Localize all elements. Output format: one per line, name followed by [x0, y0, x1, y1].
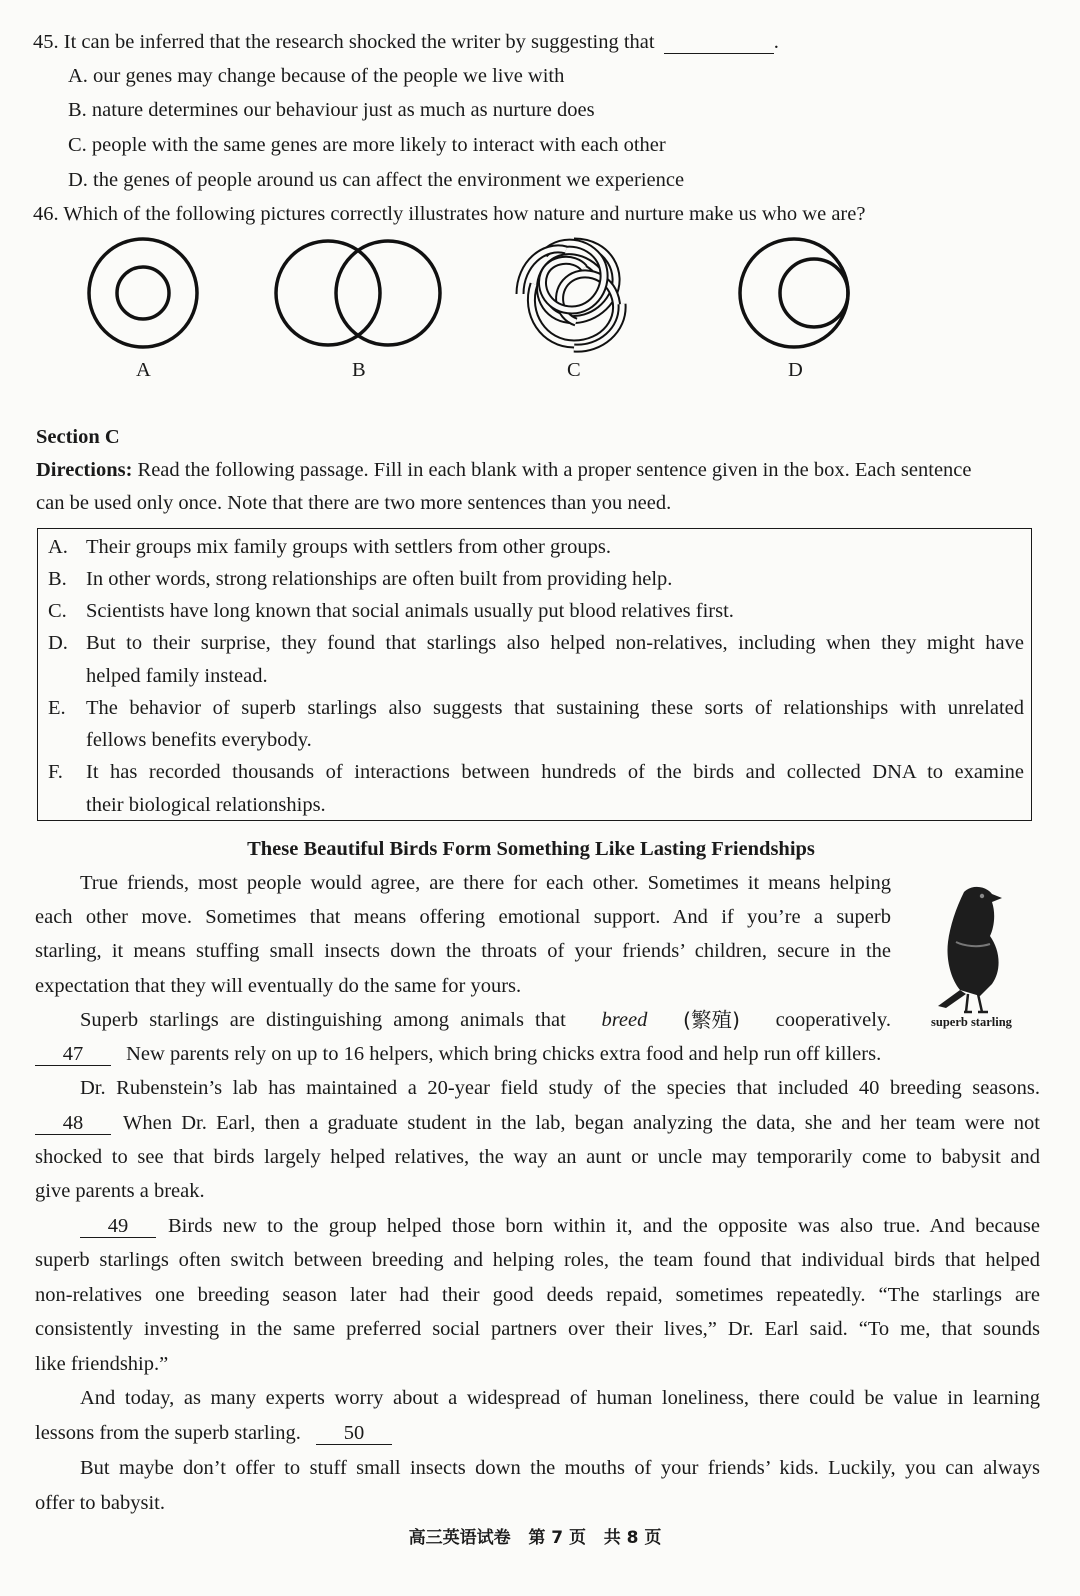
- p3-line-2: [35, 1113, 1040, 1135]
- section-c-title: Section C: [36, 426, 120, 448]
- p1-line-3: starling, it means stuffing small insects down the throats of your friends’ children, secure in the: [35, 940, 891, 962]
- p4-line-3: non-relatives one breeding season later had their good deeds repaid, sometimes repeatedly. “The starlings are: [35, 1284, 1040, 1306]
- blank-48[interactable]: 48: [35, 1113, 111, 1135]
- box-option-d-text-2: helped family instead.: [86, 665, 268, 687]
- figure-c-interwoven-knot: [514, 234, 634, 354]
- box-option-f-text-1: It has recorded thousands of interactions between hundreds of the birds and collected DNA to examine: [86, 761, 1024, 783]
- figure-a-concentric-circles: [80, 232, 206, 358]
- q45-option-d: D. the genes of people around us can affect the environment we experience: [68, 169, 685, 191]
- q45-option-c: C. people with the same genes are more likely to interact with each other: [68, 134, 666, 156]
- box-option-f-text-2: their biological relationships.: [86, 794, 326, 816]
- q45-stem: [33, 32, 779, 54]
- directions-line-2: can be used only once. Note that there are two more sentences than you need.: [36, 492, 672, 514]
- starling-caption: superb starling: [931, 1015, 1012, 1029]
- p4-line-4: consistently investing in the same preferred social partners over their lives,” Dr. Earl said. “To me, that sounds: [35, 1318, 1040, 1340]
- p2-text-b: cooperatively.: [775, 1009, 891, 1031]
- directions-label: Directions:: [36, 459, 133, 481]
- figure-d-tangent-circles: [734, 232, 858, 358]
- p5-line-2: [35, 1423, 392, 1445]
- box-option-a-letter: A.: [48, 536, 68, 558]
- figure-label-c: C: [567, 359, 581, 381]
- p6-line-1: But maybe don’t offer to stuff small insects down the mouths of your friends’ kids. Luckily, you can always: [80, 1457, 1040, 1479]
- box-option-c-letter: C.: [48, 600, 67, 622]
- starling-bird-image: [920, 878, 1020, 1016]
- p3-line-1: Dr. Rubenstein’s lab has maintained a 20-year field study of the species that included 40 breeding seasons.: [80, 1077, 1040, 1099]
- p3-line-4: give parents a break.: [35, 1180, 205, 1202]
- blank-50[interactable]: 50: [316, 1423, 392, 1445]
- p6-line-2: offer to babysit.: [35, 1492, 165, 1514]
- directions-line-1: [36, 460, 972, 481]
- figure-b-overlapping-circles: [268, 232, 448, 358]
- p2-line-1: [80, 1010, 891, 1031]
- box-option-d-letter: D.: [48, 632, 68, 654]
- directions-text-1: Read the following passage. Fill in each blank with a proper sentence given in the box. Each sentence: [132, 459, 972, 481]
- q45-stem-end: .: [773, 31, 779, 53]
- p2-chinese-gloss: (繁殖): [682, 1008, 740, 1032]
- q45-stem-text: 45. It can be inferred that the research shocked the writer by suggesting that: [33, 31, 655, 53]
- p2-text-c: New parents rely on up to 16 helpers, which bring chicks extra food and help run off killers.: [126, 1043, 882, 1065]
- p1-line-2: each other move. Sometimes that means offering emotional support. And if you’re a superb: [35, 906, 891, 928]
- box-option-b-text: In other words, strong relationships are often built from providing help.: [86, 568, 673, 590]
- p4-line-2: superb starlings often switch between breeding and helping roles, the team found that individual birds that helped: [35, 1249, 1040, 1271]
- page-footer: 高三英语试卷 第 7 页 共 8 页: [408, 1528, 662, 1548]
- p2-line-2: [35, 1044, 881, 1066]
- q46-stem: 46. Which of the following pictures correctly illustrates how nature and nurture make us who we are?: [33, 203, 866, 225]
- box-option-f-letter: F.: [48, 761, 63, 783]
- p1-line-4: expectation that they will eventually do the same for yours.: [35, 975, 522, 997]
- p4-line-5: like friendship.”: [35, 1353, 169, 1375]
- box-option-b-letter: B.: [48, 568, 67, 590]
- blank-49[interactable]: 49: [80, 1216, 156, 1238]
- passage-title: These Beautiful Birds Form Something Like Lasting Friendships: [247, 838, 815, 860]
- figure-label-b: B: [352, 359, 366, 381]
- q45-answer-blank: [664, 32, 774, 54]
- box-option-c-text: Scientists have long known that social animals usually put blood relatives first.: [86, 600, 734, 622]
- p3-text-b: When Dr. Earl, then a graduate student in the lab, began analyzing the data, she and her team were not: [123, 1112, 1040, 1134]
- figure-label-a: A: [136, 359, 151, 381]
- p5-line-1: And today, as many experts worry about a widespread of human loneliness, there could be value in learning: [80, 1387, 1040, 1409]
- q45-option-b: B. nature determines our behaviour just as much as nurture does: [68, 99, 595, 121]
- q45-option-a: A. our genes may change because of the people we live with: [68, 65, 565, 87]
- p1-line-1: True friends, most people would agree, are there for each other. Sometimes it means helping: [80, 872, 891, 894]
- blank-47[interactable]: 47: [35, 1044, 111, 1066]
- p4-line-1: [80, 1216, 1040, 1238]
- p2-breed-italic: breed: [601, 1009, 648, 1031]
- box-option-a-text: Their groups mix family groups with settlers from other groups.: [86, 536, 611, 558]
- box-option-e-text-1: The behavior of superb starlings also suggests that sustaining these sorts of relationships with unrelated: [86, 697, 1024, 719]
- figure-label-d: D: [788, 359, 803, 381]
- p4-text-a: Birds new to the group helped those born within it, and the opposite was also true. And because: [168, 1215, 1040, 1237]
- p3-line-3: shocked to see that birds largely helped relatives, the way an aunt or uncle may temporarily come to babysit and: [35, 1146, 1040, 1168]
- box-option-d-text-1: But to their surprise, they found that starlings also helped non-relatives, including when they might have: [86, 632, 1024, 654]
- p2-text-a: Superb starlings are distinguishing among animals that: [80, 1009, 566, 1031]
- box-option-e-text-2: fellows benefits everybody.: [86, 729, 312, 751]
- p5-text-b: lessons from the superb starling.: [35, 1422, 301, 1444]
- box-option-e-letter: E.: [48, 697, 66, 719]
